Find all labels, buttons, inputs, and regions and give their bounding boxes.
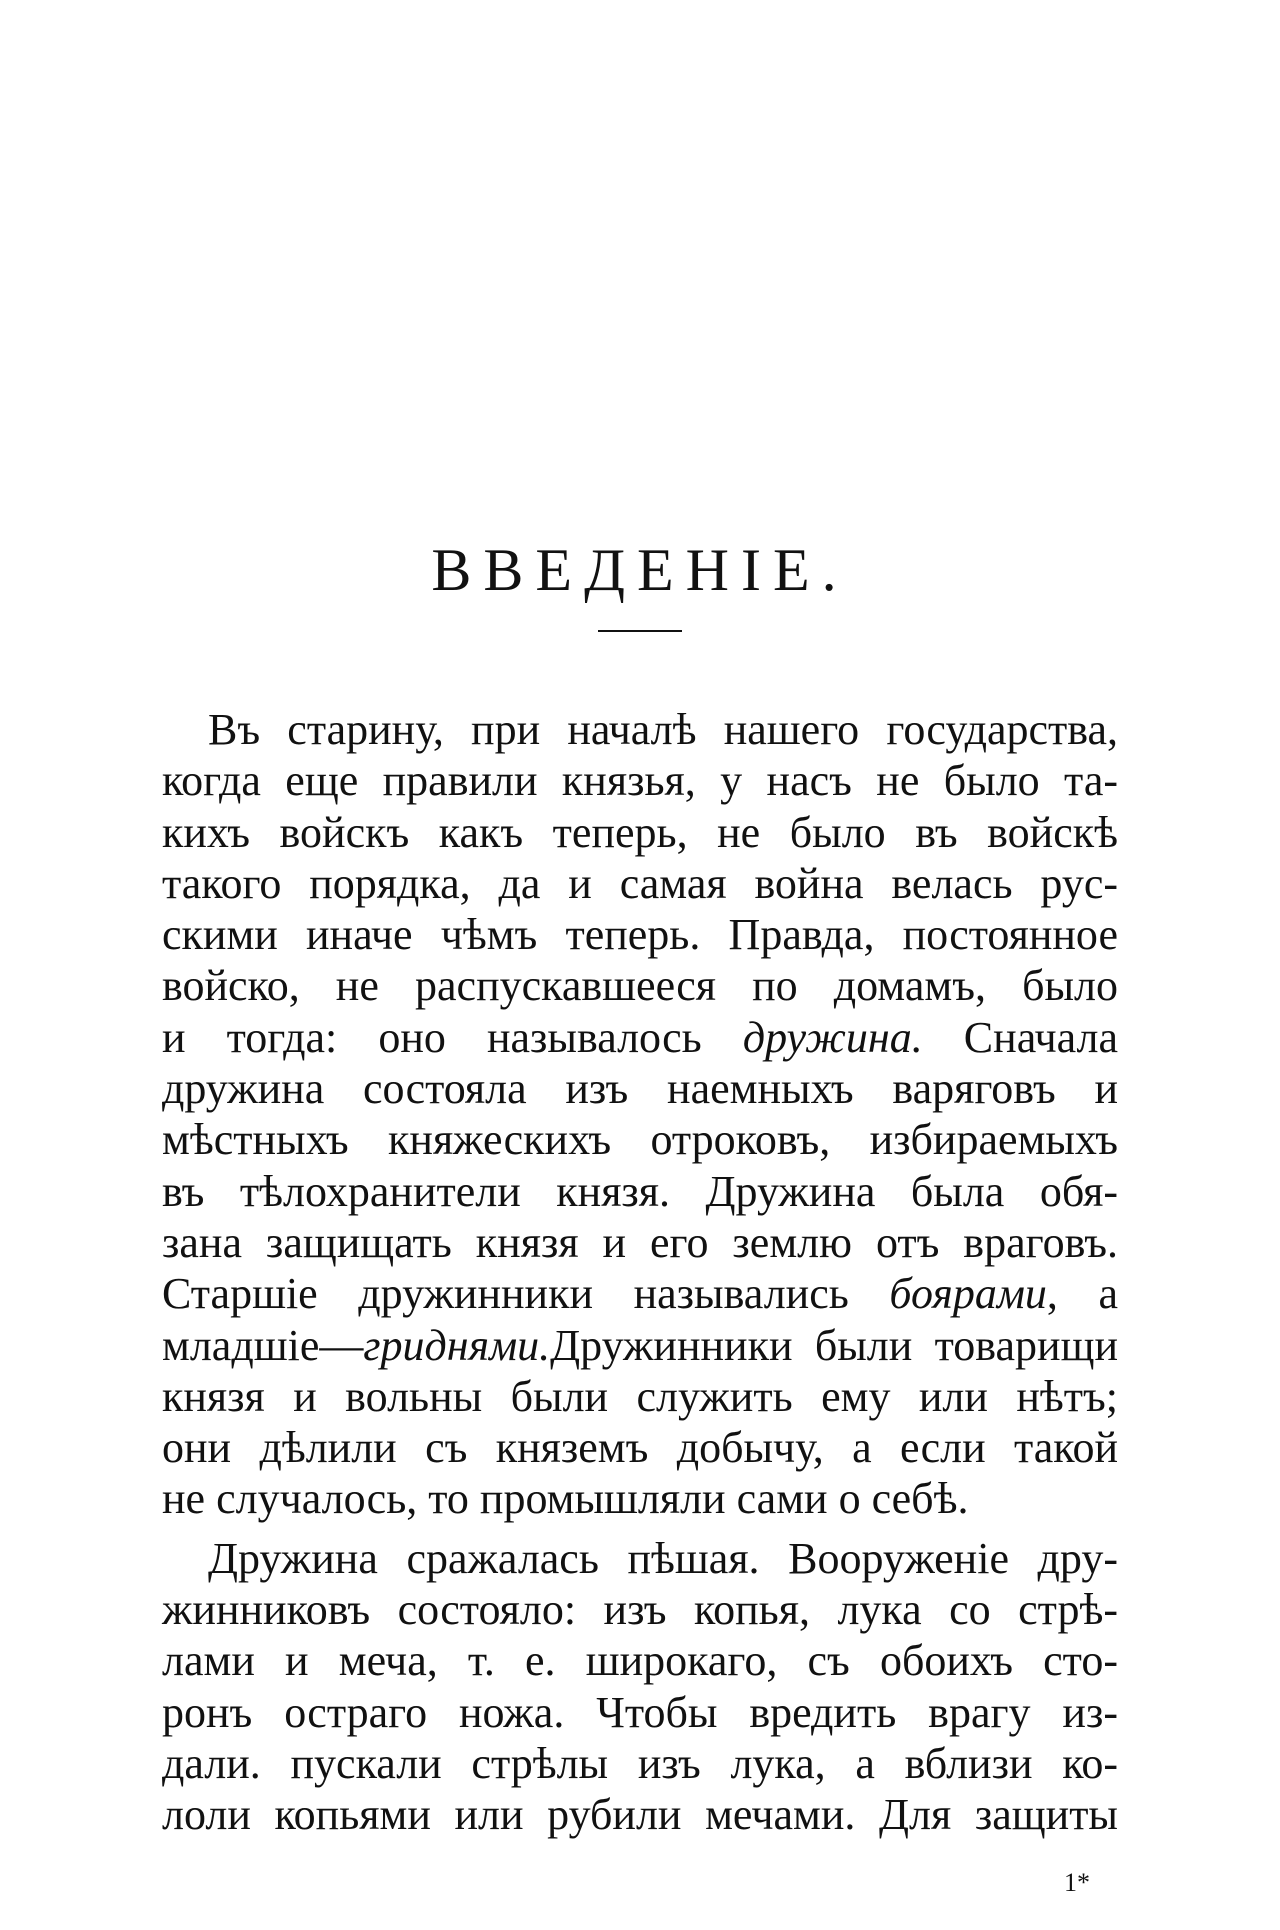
text-line xyxy=(0,1790,1280,1840)
text-line-content xyxy=(162,1321,1118,1371)
text-segment: лами и меча, т. е. широкаго, съ обоихъ сто- xyxy=(162,1636,1118,1685)
text-segment: войско, не распускавшееся по домамъ, было xyxy=(162,961,1118,1010)
text-line xyxy=(0,1474,1280,1524)
text-segment: они дѣлили съ княземъ добычу, а если такой xyxy=(162,1423,1118,1472)
text-line-content xyxy=(162,1064,1118,1114)
text-segment: кихъ войскъ какъ теперь, не было въ войскѣ xyxy=(162,808,1118,857)
text-line xyxy=(0,1321,1280,1371)
text-segment: ронъ остраго ножа. Чтобы вредить врагу из- xyxy=(162,1688,1118,1737)
text-line xyxy=(0,808,1280,858)
chapter-title: ВВЕДЕНIЕ. xyxy=(431,537,849,603)
text-segment: Дружинники были товарищи xyxy=(550,1321,1118,1370)
text-line xyxy=(0,1423,1280,1473)
title-divider xyxy=(598,630,682,632)
text-line-content xyxy=(162,1739,1118,1789)
text-segment: не случалось, то промышляли сами о себѣ. xyxy=(162,1474,969,1523)
text-segment: лоли копьями или рубили мечами. Для защиты xyxy=(162,1790,1118,1839)
text-line xyxy=(0,1688,1280,1738)
text-segment: жинниковъ состояло: изъ копья, лука со стрѣ- xyxy=(162,1585,1118,1634)
text-segment: Сначала xyxy=(922,1013,1118,1062)
text-line xyxy=(0,859,1280,909)
text-line-content xyxy=(162,1372,1118,1422)
text-line xyxy=(0,961,1280,1011)
text-segment: дружина состояла изъ наемныхъ варяговъ и xyxy=(162,1064,1118,1113)
text-line-content xyxy=(162,1790,1118,1840)
text-line-content xyxy=(162,859,1118,909)
text-segment: Старшiе дружинники назывались xyxy=(162,1269,890,1318)
text-segment: такого порядка, да и самая война велась рус- xyxy=(162,859,1118,908)
text-line-content xyxy=(162,1115,1118,1165)
text-segment: князя и вольны были служить ему или нѣтъ; xyxy=(162,1372,1118,1421)
italic-term: дружина. xyxy=(742,1013,923,1062)
text-line-content xyxy=(162,1269,1118,1319)
text-segment: Въ старину, при началѣ нашего государства, xyxy=(208,705,1118,754)
italic-term: боярами xyxy=(889,1269,1047,1318)
text-line-content xyxy=(162,1636,1118,1686)
text-line-content xyxy=(162,1474,1118,1524)
text-line-content xyxy=(162,961,1118,1011)
text-line-content xyxy=(162,1013,1118,1063)
text-segment: когда еще правили князья, у насъ не было та- xyxy=(162,756,1118,805)
text-line-content xyxy=(208,705,1118,755)
text-line-content xyxy=(162,1585,1118,1635)
italic-term: гриднями. xyxy=(363,1321,551,1370)
text-line-content xyxy=(208,1534,1118,1584)
text-segment: зана защищать князя и его землю отъ враговъ. xyxy=(162,1218,1118,1267)
text-line xyxy=(0,1636,1280,1686)
text-line-content xyxy=(162,1423,1118,1473)
text-line xyxy=(0,1064,1280,1114)
text-line xyxy=(0,1739,1280,1789)
text-segment: и тогда: оно называлось xyxy=(162,1013,743,1062)
text-line xyxy=(0,1218,1280,1268)
text-line xyxy=(0,1115,1280,1165)
text-segment: Дружина сражалась пѣшая. Вооруженiе дру- xyxy=(208,1534,1118,1583)
text-line-content xyxy=(162,808,1118,858)
text-line xyxy=(0,756,1280,806)
text-line-content xyxy=(162,1167,1118,1217)
text-line-content xyxy=(162,756,1118,806)
text-segment: мѣстныхъ княжескихъ отроковъ, избираемыхъ xyxy=(162,1115,1118,1164)
text-line xyxy=(0,1534,1280,1584)
text-line xyxy=(0,910,1280,960)
signature-mark: 1* xyxy=(1064,1868,1090,1897)
text-segment: младшiе— xyxy=(162,1321,364,1370)
text-line xyxy=(0,1167,1280,1217)
text-segment: , а xyxy=(1046,1269,1119,1318)
text-line xyxy=(0,1372,1280,1422)
text-line xyxy=(0,705,1280,755)
text-segment: дали. пускали стрѣлы изъ лука, а вблизи ко- xyxy=(162,1739,1118,1788)
text-line xyxy=(0,1585,1280,1635)
text-line-content xyxy=(162,1218,1118,1268)
text-line-content xyxy=(162,1688,1118,1738)
text-line-content xyxy=(162,910,1118,960)
text-line xyxy=(0,1013,1280,1063)
text-segment: скими иначе чѣмъ теперь. Правда, постоянное xyxy=(162,910,1118,959)
text-line xyxy=(0,1269,1280,1319)
text-segment: въ тѣлохранители князя. Дружина была обя- xyxy=(162,1167,1118,1216)
